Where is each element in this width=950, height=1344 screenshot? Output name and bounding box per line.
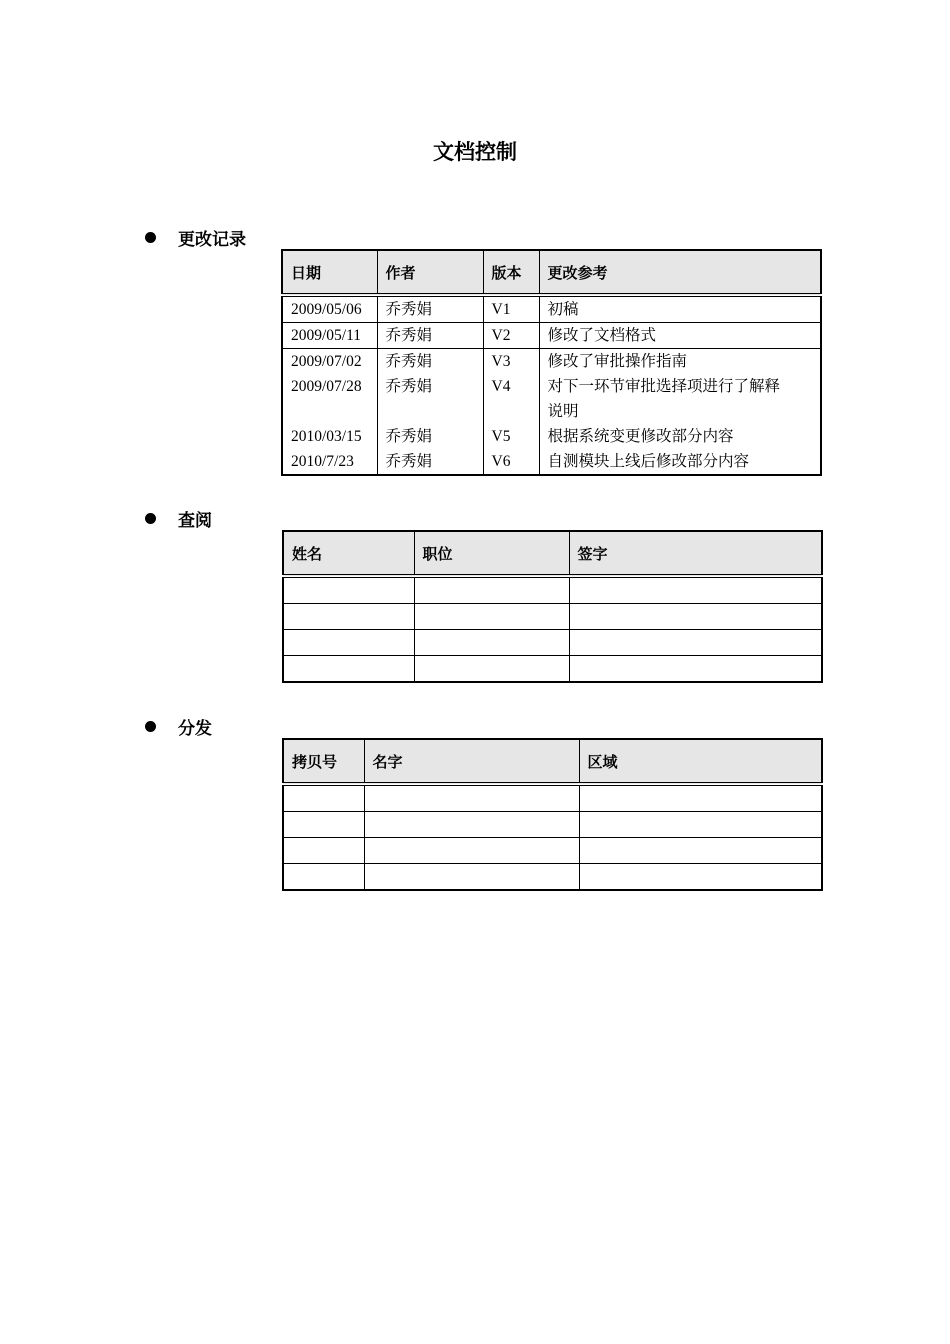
table-row xyxy=(282,349,821,375)
table-header-row xyxy=(282,250,821,295)
cell-version: V1 xyxy=(483,295,539,323)
table-row xyxy=(282,374,821,424)
section-change-log-heading xyxy=(145,224,246,250)
table-row xyxy=(283,630,822,656)
distribution-table xyxy=(282,738,823,891)
cell-note-line: 对下一环节审批选择项进行了解释 xyxy=(547,378,781,395)
column-header-area: 区域 xyxy=(579,739,822,784)
cell-position xyxy=(414,576,569,604)
table-row xyxy=(282,424,821,449)
cell-note: 自测模块上线后修改部分内容 xyxy=(539,449,821,475)
cell-copy-number xyxy=(283,838,364,864)
cell-name xyxy=(283,604,414,630)
column-header-date: 日期 xyxy=(282,250,377,295)
cell-position xyxy=(414,630,569,656)
section-title: 更改记录 xyxy=(178,229,246,250)
column-header-version: 版本 xyxy=(483,250,539,295)
cell-copy-number xyxy=(283,784,364,812)
table-row xyxy=(283,576,822,604)
section-title: 查阅 xyxy=(178,510,212,531)
table-row xyxy=(282,323,821,349)
cell-name xyxy=(364,864,579,891)
cell-version: V2 xyxy=(483,323,539,349)
cell-signature xyxy=(569,576,822,604)
cell-date: 2009/05/11 xyxy=(282,323,377,349)
column-header-name: 姓名 xyxy=(283,531,414,576)
cell-version: V3 xyxy=(483,349,539,375)
cell-author: 乔秀娟 xyxy=(377,323,483,349)
cell-area xyxy=(579,812,822,838)
cell-author: 乔秀娟 xyxy=(377,349,483,375)
cell-signature xyxy=(569,656,822,683)
cell-position xyxy=(414,656,569,683)
cell-note: 初稿 xyxy=(539,295,821,323)
bullet-icon xyxy=(145,513,156,524)
cell-date: 2009/07/02 xyxy=(282,349,377,375)
cell-author: 乔秀娟 xyxy=(377,449,483,475)
cell-version: V5 xyxy=(483,424,539,449)
table-row xyxy=(282,449,821,475)
cell-signature xyxy=(569,604,822,630)
column-header-author: 作者 xyxy=(377,250,483,295)
cell-date: 2009/05/06 xyxy=(282,295,377,323)
section-title: 分发 xyxy=(178,718,212,739)
cell-date: 2010/03/15 xyxy=(282,424,377,449)
change-log-table xyxy=(281,249,822,476)
cell-version: V6 xyxy=(483,449,539,475)
cell-name xyxy=(364,812,579,838)
cell-name xyxy=(283,630,414,656)
cell-position xyxy=(414,604,569,630)
cell-version: V4 xyxy=(483,374,539,424)
cell-name xyxy=(364,784,579,812)
cell-name xyxy=(283,656,414,683)
cell-note-line: 说明 xyxy=(547,403,579,420)
cell-date: 2009/07/28 xyxy=(282,374,377,424)
cell-author: 乔秀娟 xyxy=(377,424,483,449)
cell-note: 修改了文档格式 xyxy=(539,323,821,349)
section-distribution-heading xyxy=(145,713,212,739)
cell-author: 乔秀娟 xyxy=(377,374,483,424)
bullet-icon xyxy=(145,232,156,243)
cell-name xyxy=(364,838,579,864)
cell-area xyxy=(579,784,822,812)
cell-note: 根据系统变更修改部分内容 xyxy=(539,424,821,449)
column-header-position: 职位 xyxy=(414,531,569,576)
table-row xyxy=(283,812,822,838)
cell-copy-number xyxy=(283,812,364,838)
table-row xyxy=(283,784,822,812)
column-header-note: 更改参考 xyxy=(539,250,821,295)
cell-note xyxy=(539,374,821,424)
table-header-row xyxy=(283,531,822,576)
table-row xyxy=(283,864,822,891)
column-header-signature: 签字 xyxy=(569,531,822,576)
column-header-copy-number: 拷贝号 xyxy=(283,739,364,784)
column-header-name: 名字 xyxy=(364,739,579,784)
document-title: 文档控制 xyxy=(433,140,517,164)
cell-signature xyxy=(569,630,822,656)
review-table xyxy=(282,530,823,683)
cell-area xyxy=(579,864,822,891)
bullet-icon xyxy=(145,721,156,732)
section-review-heading xyxy=(145,505,212,531)
cell-area xyxy=(579,838,822,864)
table-row xyxy=(282,295,821,323)
table-header-row xyxy=(283,739,822,784)
cell-date: 2010/7/23 xyxy=(282,449,377,475)
cell-note: 修改了审批操作指南 xyxy=(539,349,821,375)
table-row xyxy=(283,656,822,683)
cell-author: 乔秀娟 xyxy=(377,295,483,323)
cell-name xyxy=(283,576,414,604)
table-row xyxy=(283,838,822,864)
cell-copy-number xyxy=(283,864,364,891)
table-row xyxy=(283,604,822,630)
